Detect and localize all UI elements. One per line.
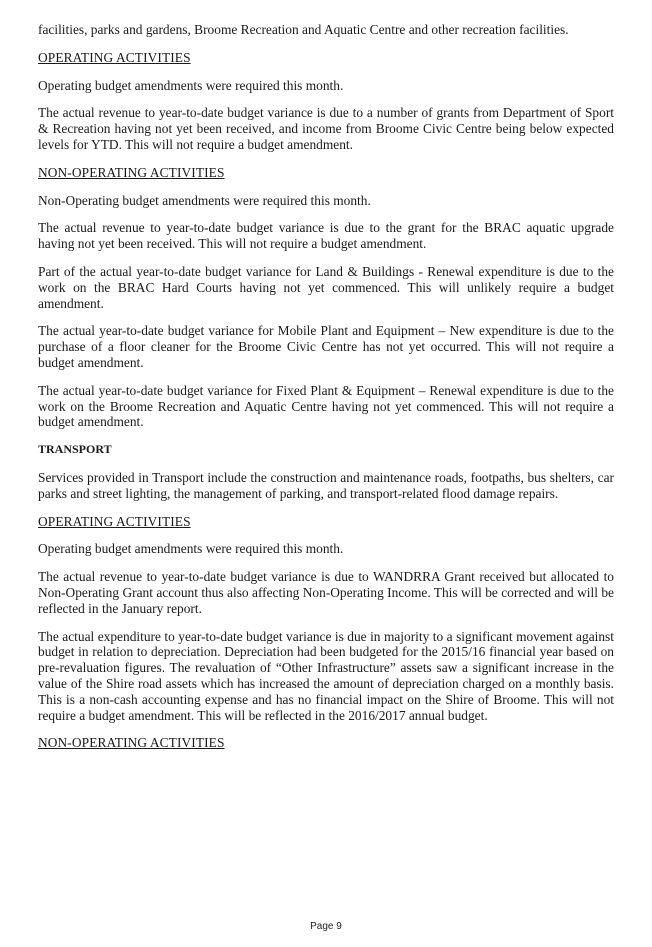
heading-operating-activities: OPERATING ACTIVITIES	[38, 49, 191, 65]
paragraph-non-operating-amendments: Non-Operating budget amendments were required this month.	[38, 192, 371, 208]
paragraph-mobile-plant: The actual year-to-date budget variance for Mobile Plant and Equipment – New expenditure is due to the purchase of a floor cleaner for the Broome Civic Centre has not yet occurred. This will not require a budget amendment.	[38, 323, 614, 370]
paragraph-transport-services: Services provided in Transport include the construction and maintenance roads, footpaths, bus shelters, car parks and street lighting, the management of parking, and transport-related flood damage repairs.	[38, 469, 614, 501]
heading-transport-non-operating-activities: NON-OPERATING ACTIVITIES	[38, 735, 225, 751]
paragraph-brac-grant: The actual revenue to year-to-date budget variance is due to the grant for the BRAC aquatic upgrade having not yet been received. This will not require a budget amendment.	[38, 220, 614, 252]
paragraph-revenue-variance: The actual revenue to year-to-date budget variance is due to a number of grants from Department of Sport & Recreation having not yet been received, and income from Broome Civic Centre being below expected levels for YTD. This will not require a budget amendment.	[38, 105, 614, 152]
section-title-transport: TRANSPORT	[38, 442, 112, 457]
heading-transport-operating-activities: OPERATING ACTIVITIES	[38, 513, 191, 529]
paragraph-depreciation: The actual expenditure to year-to-date budget variance is due in majority to a significant movement against budget in relation to depreciation. Depreciation had been budgeted for the 2015/16 financial year based on pre-revaluation figures. The revaluation of “Other Infrastructure” assets saw a significant increase in the value of the Shire road assets which has increased the amount of depreciation charged on a monthly basis. This is a non-cash accounting expense and has no financial impact on the Shire of Broome. This will not require a budget amendment. This will be reflected in the 2016/2017 annual budget.	[38, 628, 614, 723]
paragraph-land-buildings: Part of the actual year-to-date budget variance for Land & Buildings - Renewal expenditure is due to the work on the BRAC Hard Courts having not yet commenced. This will unlikely require a budget amendment.	[38, 263, 614, 311]
paragraph-fixed-plant: The actual year-to-date budget variance for Fixed Plant & Equipment – Renewal expenditure is due to the work on the Broome Recreation and Aquatic Centre having not yet commenced. This will not require a budget amendment.	[38, 382, 614, 430]
page-number: Page 9	[310, 921, 342, 932]
heading-non-operating-activities: NON-OPERATING ACTIVITIES	[38, 164, 225, 180]
paragraph-operating-amendments: Operating budget amendments were required this month.	[38, 77, 344, 93]
paragraph-recreation-facilities: facilities, parks and gardens, Broome Recreation and Aquatic Centre and other recreation facilities.	[38, 22, 569, 37]
paragraph-wandrra-grant: The actual revenue to year-to-date budget variance is due to WANDRRA Grant received but allocated to Non-Operating Grant account thus also affecting Non-Operating Income. This will be corrected and will be reflected in the January report.	[38, 569, 614, 616]
paragraph-transport-operating-amendments: Operating budget amendments were required this month.	[38, 541, 344, 557]
